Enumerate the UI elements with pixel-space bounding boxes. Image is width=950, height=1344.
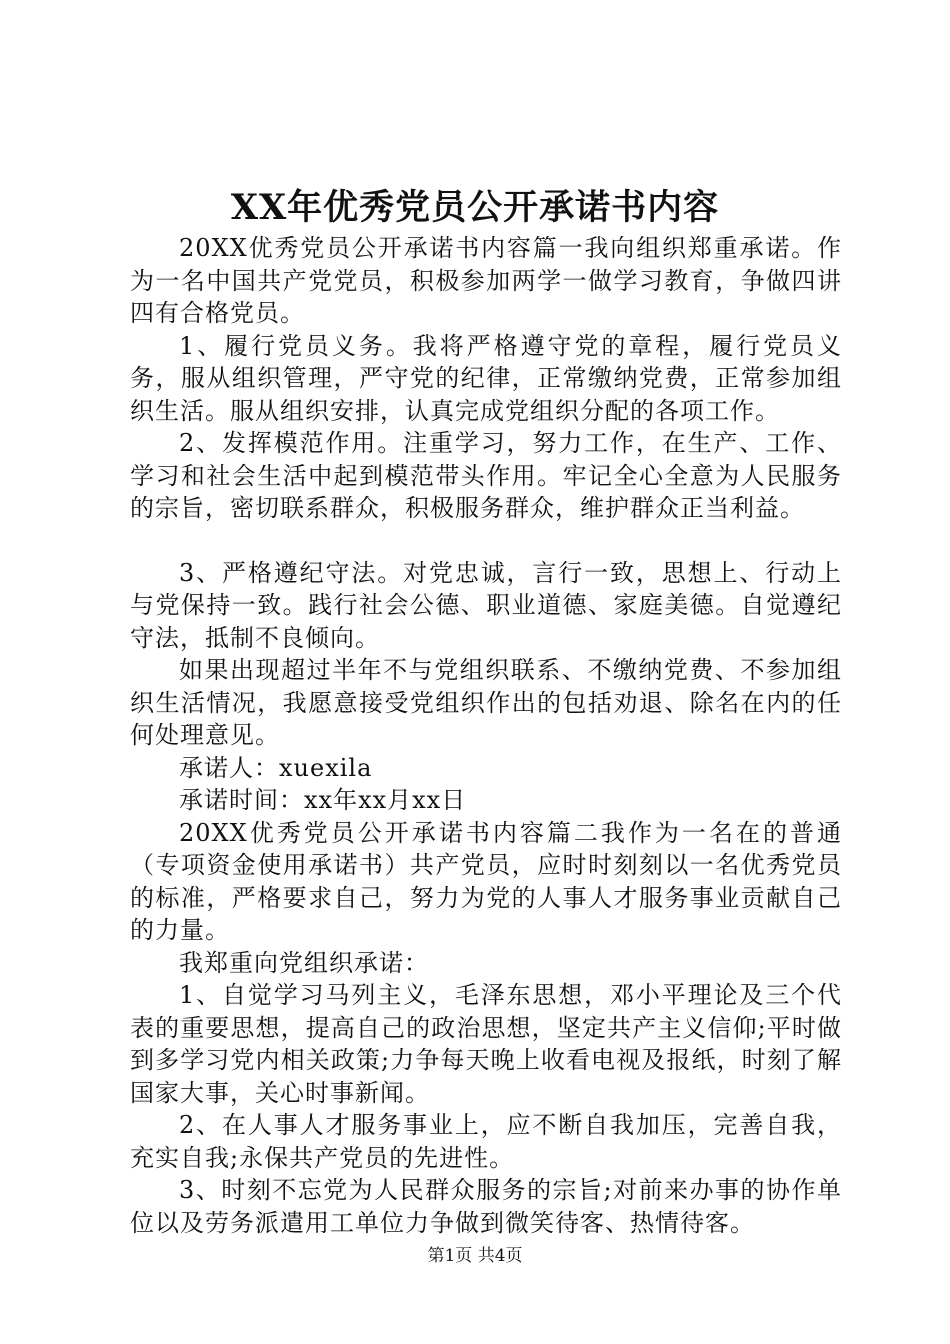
pledge-item-2: 2、在人事人才服务事业上，应不断自我加压，完善自我，充实自我;永保共产党员的先进性。 bbox=[130, 1111, 842, 1172]
document-title: XX年优秀党员公开承诺书内容 bbox=[230, 187, 720, 228]
pledge-item-3: 3、时刻不忘党为人民群众服务的宗旨;对前来办事的协作单位以及劳务派遣用工单位力争做到微笑待客、热情待客。 bbox=[130, 1176, 842, 1237]
paragraph-consequence: 如果出现超过半年不与党组织联系、不缴纳党费、不参加组织生活情况，我愿意接受党组织作出的包括劝退、除名在内的任何处理意见。 bbox=[130, 656, 842, 749]
pledge-item-1: 1、自觉学习马列主义，毛泽东思想，邓小平理论及三个代表的重要思想，提高自己的政治思想，坚定共产主义信仰;平时做到多学习党内相关政策;力争每天晚上收看电视及报纸，时刻了解国家大事，关心时事新闻。 bbox=[130, 981, 842, 1107]
paragraph-part-two: 20XX优秀党员公开承诺书内容篇二我作为一名在的普通（专项资金使用承诺书）共产党员，应时时刻刻以一名优秀党员的标准，严格要求自己，努力为党的人事人才服务事业贡献自己的力量。 bbox=[130, 818, 842, 944]
paragraph-item-2: 2、发挥模范作用。注重学习，努力工作，在生产、工作、学习和社会生活中起到模范带头作用。牢记全心全意为人民服务的宗旨，密切联系群众，积极服务群众，维护群众正当利益。 bbox=[130, 429, 842, 522]
paragraph-item-1: 1、履行党员义务。我将严格遵守党的章程，履行党员义务，服从组织管理，严守党的纪律，正常缴纳党费，正常参加组织生活。服从组织安排，认真完成党组织分配的各项工作。 bbox=[130, 331, 842, 425]
paragraph-item-3: 3、严格遵纪守法。对党忠诚，言行一致，思想上、行动上与党保持一致。践行社会公德、职业道德、家庭美德。自觉遵纪守法，抵制不良倾向。 bbox=[130, 558, 842, 652]
signatory-line: 承诺人：xuexila bbox=[179, 753, 373, 782]
date-line: 承诺时间：xx年xx月xx日 bbox=[179, 786, 467, 814]
document-body bbox=[130, 232, 842, 1239]
pledge-heading: 我郑重向党组织承诺： bbox=[179, 948, 429, 977]
page-footer: 第1页 共4页 bbox=[427, 1246, 523, 1266]
paragraph-intro: 20XX优秀党员公开承诺书内容篇一我向组织郑重承诺。作为一名中国共产党党员，积极参加两学一做学习教育，争做四讲四有合格党员。 bbox=[130, 234, 842, 327]
